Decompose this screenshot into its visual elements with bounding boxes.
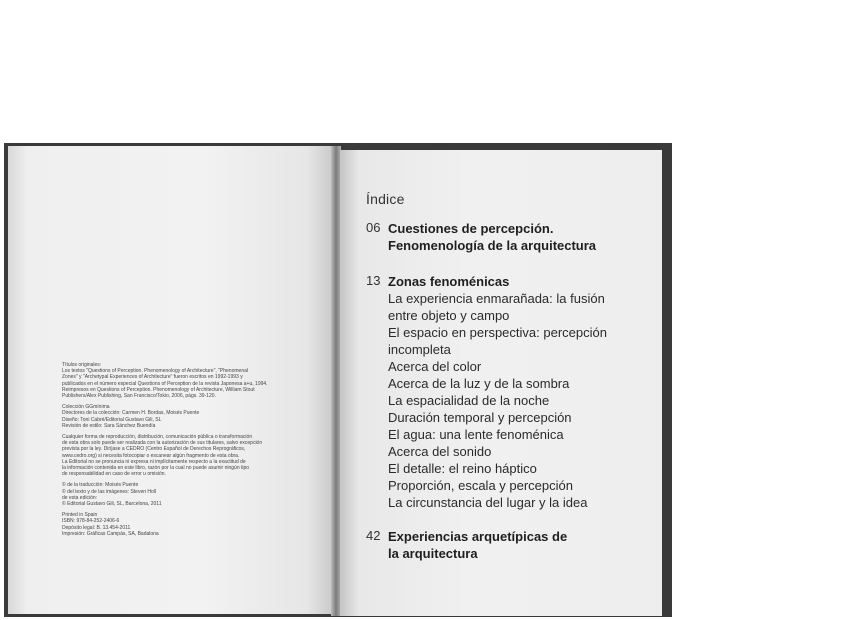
toc-entry — [366, 273, 656, 511]
colophon-copyright — [62, 482, 327, 507]
toc-subsection: El espacio en perspectiva: percepción — [388, 325, 607, 340]
toc-entry — [366, 528, 656, 562]
toc-page-number: 06 — [366, 220, 381, 235]
colophon-line: Publishers/Alex Publishing, San Francisco/Tokio, 2006, págs. 39-120. — [62, 393, 216, 400]
toc-heading-line: Experiencias arquetípicas de — [388, 529, 568, 544]
toc-subsection: La circunstancia del lugar y la idea — [388, 495, 588, 510]
toc-subsection: Proporción, escala y percepción — [388, 478, 573, 493]
colophon-line: © del texto y de las imágenes: Steven Holl — [62, 488, 157, 495]
colophon-line: de responsabilidad en caso de error u omisión. — [62, 471, 166, 478]
toc-subsection: Duración temporal y percepción — [388, 410, 572, 425]
toc-heading-line: la arquitectura — [388, 546, 478, 561]
colophon-line: Cualquier forma de reproducción, distribución, comunicación pública o transformación — [62, 434, 253, 441]
toc-heading-line: Zonas fenoménicas — [388, 274, 510, 289]
colophon-line: de esta edición: — [62, 494, 98, 501]
colophon-line: Reimpresos en Questions of Perception. Phenomenology of Architecture, William Stout — [62, 386, 255, 393]
colophon — [62, 362, 327, 542]
toc-subsection: El agua: una lente fenoménica — [388, 427, 564, 442]
colophon-line: Los textos "Questions of Perception. Phenomenology of Architecture", "Phenomenal — [62, 368, 248, 375]
colophon-line: Impresión: Gráficas Campás, SA, Badalona — [62, 530, 159, 537]
colophon-line: © Editorial Gustavo Gili, SL, Barcelona, 2011 — [62, 501, 162, 508]
toc-subsection: Acerca del color — [388, 359, 482, 374]
colophon-line: Colección GGmínima — [62, 404, 110, 411]
toc-heading-line: Cuestiones de percepción. — [388, 221, 554, 236]
colophon-print — [62, 512, 327, 537]
toc-heading — [388, 220, 656, 254]
toc-subsection: Acerca del sonido — [388, 444, 492, 459]
colophon-collection — [62, 404, 327, 429]
colophon-line: la información contenida en este libro, razón por la cual no puede asumir ningún tipo — [62, 465, 250, 472]
colophon-line: de esta obra solo puede ser realizada con la autorización de sus titulares, salvo excepción — [62, 440, 263, 447]
colophon-line: Zones" y "Archetypal Experiences of Architecture" fueron escritos en 1992-1993 y — [62, 374, 243, 381]
colophon-line: Printed in Spain — [62, 512, 98, 519]
toc-page-number: 13 — [366, 273, 381, 288]
toc-page-number: 42 — [366, 528, 381, 543]
colophon-line: ISBN: 978-84-252-2406-6 — [62, 518, 120, 525]
toc-title: Índice — [366, 191, 405, 207]
colophon-line: Títulos originales: — [62, 362, 102, 368]
toc-subsection: El detalle: el reino háptico — [388, 461, 537, 476]
toc-subsection: incompleta — [388, 342, 451, 357]
toc-subsection: entre objeto y campo — [388, 308, 510, 323]
toc-entry — [366, 220, 656, 254]
colophon-titles — [62, 362, 327, 399]
toc-subsection: La experiencia enmarañada: la fusión — [388, 291, 605, 306]
colophon-line: prevista por la ley. Diríjase a CEDRO (Centro Español de Derechos Reprográficos, — [62, 446, 246, 453]
toc-subsection: Acerca de la luz y de la sombra — [388, 376, 570, 391]
colophon-line: www.cedro.org) si necesita fotocopiar o escanear algún fragmento de esta obra. — [62, 452, 240, 459]
toc-subsection: La espacialidad de la noche — [388, 393, 550, 408]
colophon-line: © de la traducción: Moisés Puente — [62, 482, 139, 489]
toc-heading-line: Fenomenología de la arquitectura — [388, 238, 597, 253]
toc-subsections — [388, 290, 656, 511]
colophon-line: Diseño: Toni Cabré/Editorial Gustavo Gili, SL — [62, 416, 162, 423]
colophon-rights — [62, 434, 327, 477]
toc-heading — [388, 528, 656, 562]
colophon-line: Revisión de estilo: Sara Sánchez Buendía — [62, 422, 156, 429]
colophon-line: Directores de la colección: Carmen H. Bordas, Moisés Puente — [62, 410, 200, 417]
colophon-line: La Editorial no se pronuncia ni expresa ni implícitamente respecto a la exactitud de — [62, 458, 246, 465]
colophon-line: publicados en el número especial Questions of Perception de la revista Japonesa a+u, 1994. — [62, 380, 268, 387]
toc-heading — [388, 273, 656, 290]
colophon-line: Depósito legal: B. 13.454-2011 — [62, 524, 131, 531]
table-of-contents — [366, 220, 656, 570]
